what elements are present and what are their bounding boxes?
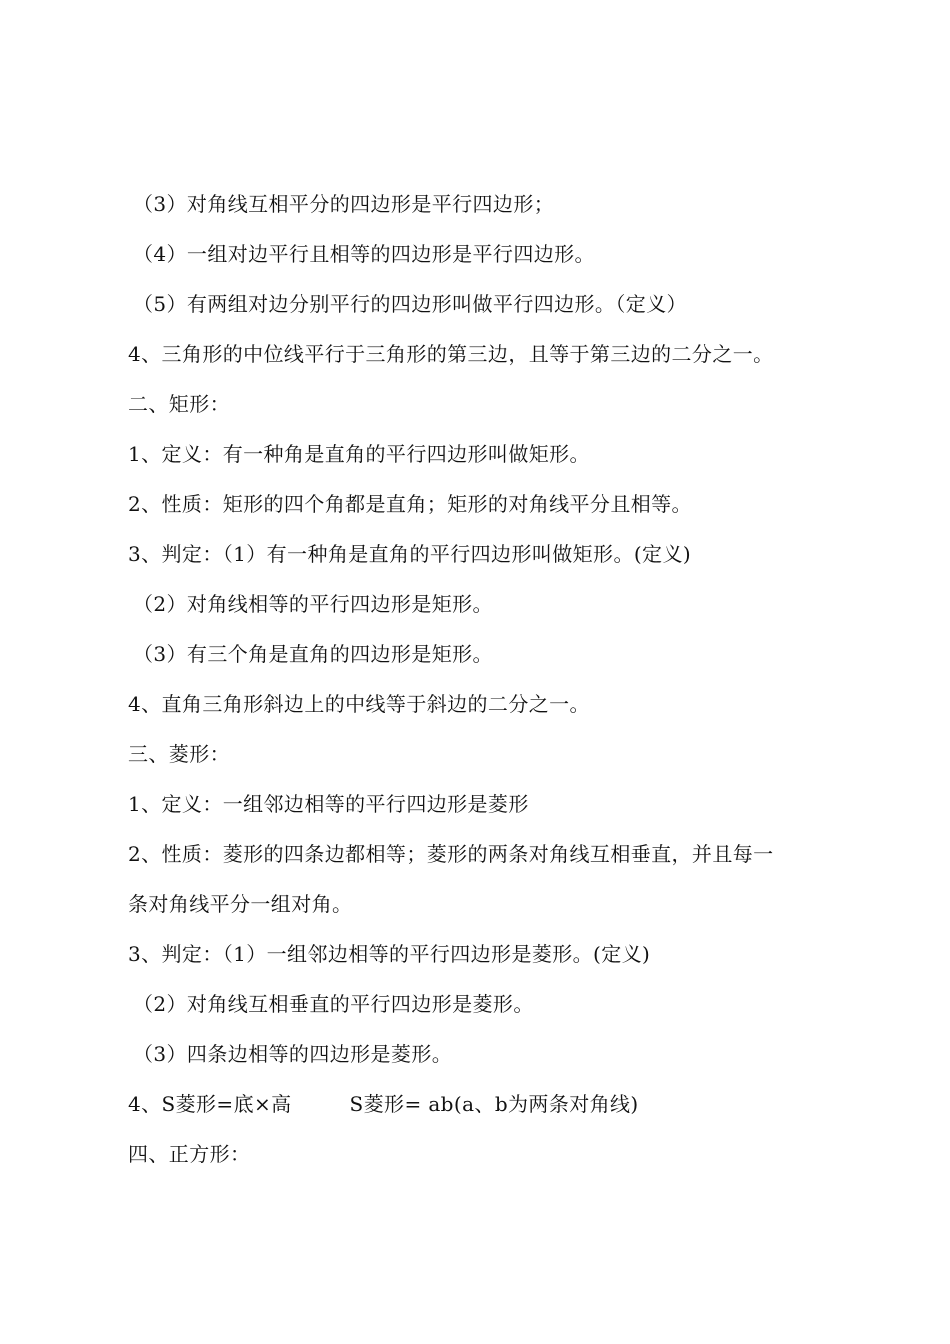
parallelogram-criterion-5: （5）有两组对边分别平行的四边形叫做平行四边形。（定义）: [133, 292, 687, 316]
rhombus-definition: 1、定义：一组邻边相等的平行四边形是菱形: [128, 792, 529, 816]
rhombus-criterion-2: （2）对角线互相垂直的平行四边形是菱形。: [133, 992, 534, 1016]
parallelogram-criterion-4: （4）一组对边平行且相等的四边形是平行四边形。: [133, 242, 595, 266]
parallelogram-criterion-3: （3）对角线互相平分的四边形是平行四边形；: [133, 192, 555, 216]
midline-theorem: 4、三角形的中位线平行于三角形的第三边，且等于第三边的二分之一。: [128, 342, 774, 366]
rectangle-heading: 二、矩形：: [128, 392, 230, 416]
rectangle-definition: 1、定义：有一种角是直角的平行四边形叫做矩形。: [128, 442, 590, 466]
rhombus-properties-line-2: 条对角线平分一组对角。: [128, 892, 353, 916]
square-heading: 四、正方形：: [128, 1142, 251, 1166]
rhombus-area-formulas: [128, 1087, 838, 1121]
rhombus-area-formula-base-height: 4、S菱形=底×高: [128, 1092, 292, 1116]
rectangle-criterion-3: （3）有三个角是直角的四边形是矩形。: [133, 642, 493, 666]
rectangle-criterion-2: （2）对角线相等的平行四边形是矩形。: [133, 592, 493, 616]
rhombus-criteria-intro: 3、判定：（1）一组邻边相等的平行四边形是菱形。(定义): [128, 942, 651, 966]
rectangle-criteria-intro: 3、判定：（1）有一种角是直角的平行四边形叫做矩形。(定义): [128, 542, 692, 566]
rectangle-properties: 2、性质：矩形的四个角都是直角；矩形的对角线平分且相等。: [128, 492, 692, 516]
right-triangle-median-theorem: 4、直角三角形斜边上的中线等于斜边的二分之一。: [128, 692, 590, 716]
rhombus-area-formula-diagonals: S菱形= ab(a、b为两条对角线): [349, 1092, 639, 1116]
rhombus-heading: 三、菱形：: [128, 742, 230, 766]
rhombus-criterion-3: （3）四条边相等的四边形是菱形。: [133, 1042, 453, 1066]
rhombus-properties-line-1: 2、性质：菱形的四条边都相等；菱形的两条对角线互相垂直，并且每一: [128, 842, 774, 866]
